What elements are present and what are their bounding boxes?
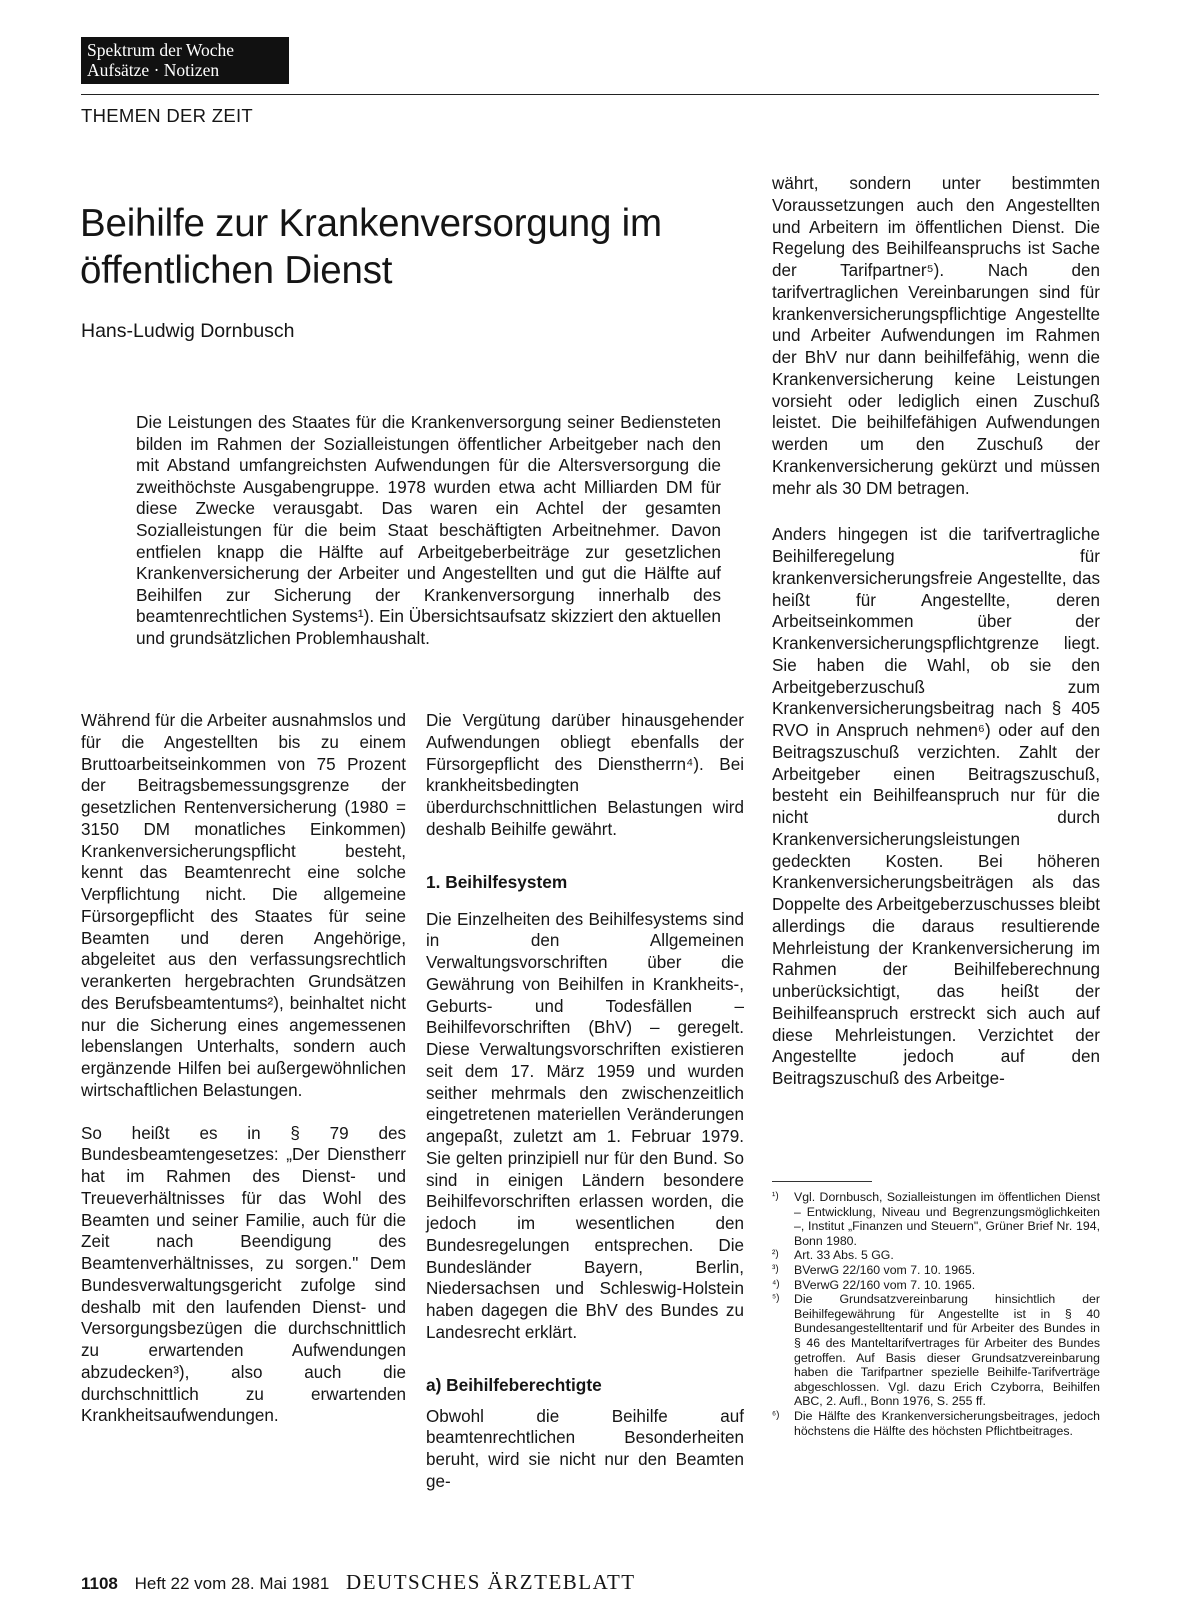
page-footer [81,1570,636,1595]
issue-info: Heft 22 vom 28. Mai 1981 [134,1574,330,1593]
paragraph: Obwohl die Beihilfe auf beamtenrechtlichen Besonderheiten beruht, wird sie nicht nur den Beamten ge- [426,1406,744,1491]
paragraph: Die Vergütung darüber hinausgehender Aufwendungen obliegt ebenfalls der Fürsorgepflicht des Dienstherrn⁴). Bei krankheitsbedingten überdurchschnittlichen Belastungen wird deshalb Beihilfe gewährt. [426,711,744,839]
paragraph: Anders hingegen ist die tarifvertragliche Beihilferegelung für krankenversicherungsfreie Angestellte, das heißt für Angestellte, deren Arbeitseinkommen über der Krankenversicherungspflichtgrenze liegt. Sie haben die Wahl, ob sie den Arbeitgeberzuschuß zum Krankenversicherungsbeitrag nach § 405 RVO in Anspruch nehmen⁶) oder auf den Beitragszuschuß verzichten. Zahlt der Arbeitgeber einen Beitragszuschuß, besteht ein Beihilfeanspruch nur für die nicht durch Krankenversicherungsleistungen gedeckten Kosten. Bei höheren Krankenversicherungsbeiträgen als das Doppelte des Arbeitgeberzuschusses bleibt allerdings die daraus resultierende Mehrleistung der Krankenversicherung im Rahmen der Beihilfeberechnung unberücksichtigt, das heißt der Beihilfeanspruch erstreckt sich auch auf diese Mehrleistungen. Verzichtet der Angestellte jedoch auf den Beitragszuschuß des Arbeitge- [772,525,1100,1088]
journal-name: DEUTSCHES ÄRZTEBLATT [346,1570,636,1594]
body-column-1 [81,710,406,1427]
footnote: ¹) Vgl. Dornbusch, Sozialleistungen im öffentlichen Dienst – Entwicklung, Niveau und Begrenzungsmöglichkeiten –, Institut „Finanzen und Steuern", Grüner Brief Nr. 194, Bonn 1980. [772,1190,1100,1248]
article-author: Hans-Ludwig Dornbusch [81,320,295,342]
article-title: Beihilfe zur Krankenversorgung im öffentlichen Dienst [80,202,662,292]
paragraph: Während für die Arbeiter ausnahmslos und für die Angestellten bis zu einem Bruttoarbeitseinkommen von 75 Prozent der Beitragsbemessungsgrenze der gesetzlichen Rentenversicherung (1980 = 3150 DM monatliches Einkommen) Krankenversicherungspflicht besteht, kennt das Beamtenrecht eine solche Verpflichtung nicht. Die allgemeine Fürsorgepflicht des Staates für seine Beamten und deren Angehörige, abgeleitet aus den verfassungsrechtlich verankerten hergebrachten Grundsätzen des Berufsbeamtentums²), beinhaltet nicht nur die Sicherung eines angemessenen lebenslangen Unterhalts, sondern auch ergänzende Hilfen bei außergewöhnlichen wirtschaftlichen Belastungen. [81,711,406,1100]
section-heading: 1. Beihilfesystem [426,871,568,892]
paragraph: So heißt es in § 79 des Bundesbeamtengesetzes: „Der Dienstherr hat im Rahmen des Dienst- und Treueverhältnisses für das Wohl des Beamten und seiner Familie, auch für die Zeit nach Beendigung des Beamtenverhältnisses, zu sorgen." Dem Bundesverwaltungsgericht zufolge sind deshalb mit den laufenden Dienst- und Versorgungsbezügen die durchschnittlich zu erwartenden Aufwendungen abzudecken³), also auch die durchschnittlich zu erwartenden Krankheitsaufwendungen. [81,1123,406,1426]
footnote: ³) BVerwG 22/160 vom 7. 10. 1965. [772,1262,976,1277]
section-label-box [81,37,289,84]
paragraph: Die Einzelheiten des Beihilfesystems sind in den Allgemeinen Verwaltungsvorschriften über die Gewährung von Beihilfen in Krankheits-, Geburts- und Todesfällen – Beihilfevorschriften (BhV) – geregelt. Diese Verwaltungsvorschriften existieren seit dem 17. März 1959 und wurden seither mehrmals den zwischenzeitlich eingetretenen materiellen Veränderungen angepaßt, zuletzt am 1. Februar 1979. Sie gelten prinzipiell nur für den Bund. So sind in einigen Ländern besondere Beihilfevorschriften erlassen worden, die jedoch im wesentlichen den Bundesregelungen entsprechen. Die Bundesländer Bayern, Berlin, Niedersachsen und Schleswig-Holstein haben dagegen die BhV des Bundes zu Landesrecht erklärt. [426,909,744,1342]
paragraph: währt, sondern unter bestimmten Voraussetzungen auch den Angestellten und Arbeitern im öffentlichen Dienst. Die Regelung des Beihilfeanspruchs ist Sache der Tarifpartner⁵). Nach den tarifvertraglichen Vereinbarungen sind für krankenversicherungspflichtige Angestellte und Arbeiter Aufwendungen im Rahmen der BhV nur dann beihilfefähig, wenn die Krankenversicherung keine Leistungen vorsieht oder lediglich einen Zuschuß leistet. Die beihilfefähigen Aufwendungen werden um den Zuschuß der Krankenversicherung gekürzt und müssen mehr als 30 DM betragen. [772,174,1100,498]
header-divider [81,94,1099,95]
footnotes [772,1190,1100,1438]
kicker-heading: THEMEN DER ZEIT [81,105,254,126]
footnote: ²) Art. 33 Abs. 5 GG. [772,1248,894,1263]
body-column-3 [772,173,1100,1090]
body-column-2 [426,710,744,1493]
article-lead: Die Leistungen des Staates für die Krankenversorgung seiner Bediensteten bilden im Rahmen der Sozialleistungen öffentlicher Arbeitgeber nach den mit Abstand umfangreichsten Aufwendungen für die Altersversorgung die zweithöchste Ausgabengruppe. 1978 wurden etwa acht Milliarden DM für diese Zwecke verausgabt. Das waren ein Achtel der gesamten Sozialleistungen für die beim Staat beschäftigten Arbeitnehmer. Davon entfielen knapp die Hälfte auf Arbeitgeberbeiträge zur gesetzlichen Krankenversicherung der Arbeiter und Angestellten und gut die Hälfte auf Beihilfen zur Sicherung der Krankenversorgung innerhalb des beamtenrechtlichen Systems¹). Ein Übersichtsaufsatz skizziert den aktuellen und grundsätzlichen Problemhaushalt. [136,412,721,648]
footnote: ⁵) Die Grundsatzvereinbarung hinsichtlich der Beihilfegewährung für Angestellte ist in § 40 Bundesangestelltentarif und für Arbeiter des Bundes in § 46 des Manteltarifvertrages für Arbeiter des Bundes getroffen. Auf Basis dieser Grundsatzvereinbarung haben die Tarifpartner spezielle Beihilfe-Tarifverträge abgeschlossen. Vgl. dazu Erich Czyborra, Beihilfen ABC, 2. Aufl., Bonn 1976, S. 255 ff. [772,1292,1100,1409]
page-number: 1108 [81,1574,118,1593]
footnote: ⁴) BVerwG 22/160 vom 7. 10. 1965. [772,1277,976,1292]
footnote-divider [772,1181,872,1182]
footnote: ⁶) Die Hälfte des Krankenversicherungsbeitrages, jedoch höchstens die Hälfte des höchsten Pflichtbeitrages. [772,1408,1100,1438]
section-label-line1: Spektrum der Woche [87,40,234,60]
subsection-heading: a) Beihilfeberechtigte [426,1374,602,1395]
section-label-line2: Aufsätze · Notizen [87,60,220,80]
